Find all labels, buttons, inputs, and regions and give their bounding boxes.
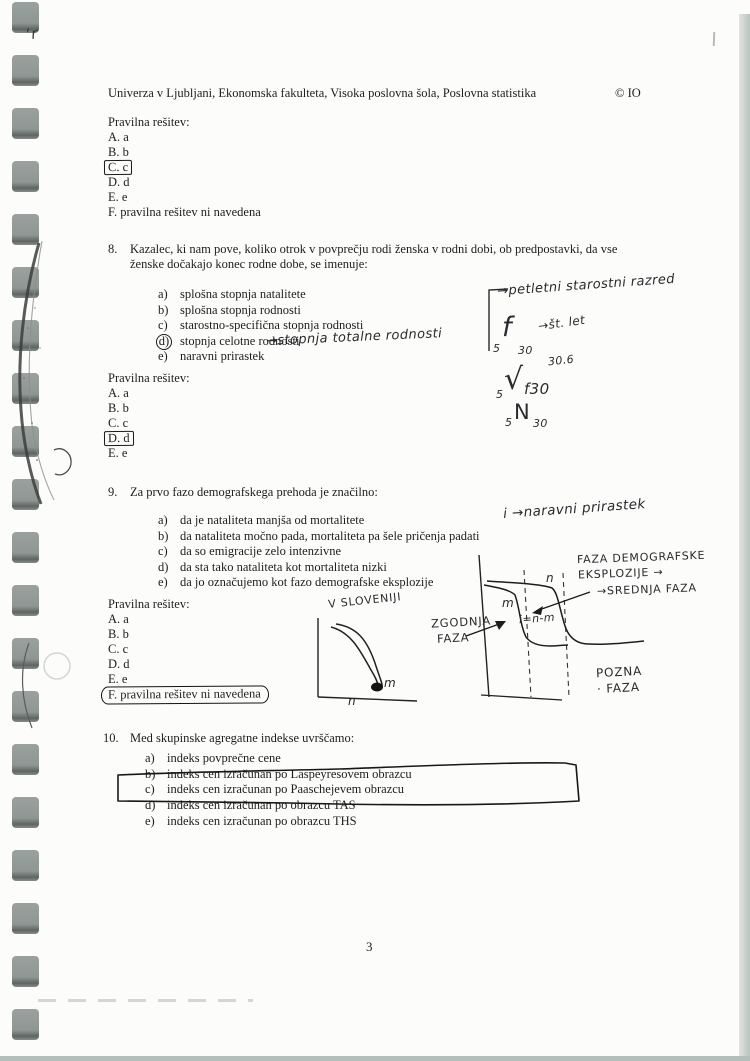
answer-option [108,687,269,702]
question-9 [108,485,378,500]
handwritten-note-age-class: →petletni starostni razred [496,271,676,300]
answer-option: C. c [108,642,129,656]
answer-label: Pravilna rešitev: [108,597,190,611]
formula-sqrt-sub5: 5 [496,388,504,401]
page-number: 3 [366,939,373,954]
question-text: Za prvo fazo demografskega prehoda je značilno: [130,485,378,499]
hand-circle-mark: d) [156,334,172,350]
answer-block-1 [108,115,261,220]
option-row: b) indeks cen izračunan po Laspeyresovem obrazcu [145,766,412,781]
formula-sqrt-arg: f30 [524,380,550,398]
margin-crease-mark [10,238,80,513]
phase-label-late-1: POZNA [595,663,643,681]
answer-option: B. b [108,401,129,415]
answer-block-2 [108,371,190,461]
answer-option: B. b [108,145,129,159]
handwritten-note-slovenia: V SLOVENIJI [327,590,402,611]
option-row: a) splošna stopnja natalitete [158,287,306,301]
phase-label-explosion-1: FAZA DEMOGRAFSKE [576,548,706,567]
answer-label: Pravilna rešitev: [108,115,190,129]
answer-option: B. b [108,627,129,641]
margin-curve-mark [15,640,77,735]
phase-label-early-2: FAZA [436,630,470,646]
curve-label-n: n [348,694,357,708]
option-row: c) indeks cen izračunan po Paaschejevem obrazcu [145,782,405,797]
answer-option: D. d [108,657,130,671]
formula-f: f [502,312,512,343]
phase-label-middle: →SREDNJA FAZA [596,581,698,598]
pen-mark-top-left: ʼr [24,24,39,44]
answer-option: E. e [108,446,128,460]
question-8 [108,242,617,272]
question-text: Med skupinske agregatne indekse uvrščamo: [130,731,355,745]
handwritten-note-natural-increase: i →naravni prirastek [502,496,647,522]
curve-label-m2: m [502,596,515,610]
handwritten-note-q8d: →stopnja totalne rodnosti [265,326,443,349]
option-row: e) naravni prirastek [158,349,265,363]
question-10 [103,731,354,746]
scan-smudge [38,999,253,1002]
marked-answer-box: C. c [104,160,132,175]
option-row: a) da je nataliteta manjša od mortalitete [158,513,365,527]
formula-N: N [514,400,530,424]
curve-label-n2: n [546,571,555,585]
option-row: e) da jo označujemo kot fazo demografske eksplozije [158,575,434,589]
phase-label-explosion-2: EKSPLOZIJE → [577,565,664,582]
answer-option: D. d [108,175,130,189]
formula-exponent: 30.6 [547,352,575,369]
formula-N-sub30: 30 [533,417,548,430]
formula-f-sub30: 30 [518,344,533,357]
page-edge-right [739,14,750,1061]
answer-option [108,160,261,175]
option-row: b) splošna stopnja rodnosti [158,302,301,317]
phase-label-late-2: · FAZA [596,679,641,697]
option-row: e) indeks cen izračunan po obrazcu THS [145,813,357,828]
answer-option: A. a [108,130,129,144]
question-text: Kazalec, ki nam pove, koliko otrok v povprečju rodi ženska v rodni dobi, ob predpostavki, da vse [130,242,618,256]
answer-option: E. e [108,190,128,204]
answer-option: C. c [108,416,129,430]
option-row-circled: d) stopnja celotne rodnosti [158,334,363,350]
question-number: 10. [103,731,119,745]
formula-N-sub5: 5 [505,416,513,429]
marked-answer-box: D. d [104,431,134,446]
option-row: d) da sta tako nataliteta kot mortaliteta nizki [158,559,387,574]
hand-drawn-answer-box-q10 [110,755,590,813]
question-number: 9. [108,485,118,499]
question-text: ženske dočakajo konec rodne dobe, se imenuje: [130,257,368,271]
curve-label-m: m [384,676,397,690]
answer-option [108,431,190,446]
phase-label-early-1: ZGODNJA [430,613,492,631]
radical-sign: √ [504,362,524,397]
scan-tick-mark [713,32,715,46]
answer-option: A. a [108,386,129,400]
formula-f-sub5: 5 [493,342,501,355]
option-row: d) indeks cen izračunan po obrazcu TAS [145,798,356,813]
formula-natural-increase: i=n-m [518,610,556,627]
answer-block-3 [108,597,269,702]
answer-option: F. pravilna rešitev ni navedena [108,205,261,219]
answer-option: E. e [108,672,128,686]
handwritten-note-years: →št. let [537,312,587,334]
question-number: 8. [108,242,118,256]
option-row: c) da so emigracije zelo intenzivne [158,544,342,558]
question-8-options [158,287,363,365]
answer-option: A. a [108,612,129,626]
copyright-mark: © IO [615,86,641,100]
option-row: b) da nataliteta močno pada, mortaliteta pa šele pričenja padati [158,528,480,543]
answer-label: Pravilna rešitev: [108,371,190,385]
page-header: Univerza v Ljubljani, Ekonomska fakulteta, Visoka poslovna šola, Poslovna statistika [108,86,537,100]
binding-holes [12,2,39,1061]
marked-answer-box: F. pravilna rešitev ni navedena [101,685,269,704]
option-row: c) starostno-specifična stopnja rodnosti [158,318,364,332]
option-row: a) indeks povprečne cene [145,751,281,765]
page-edge-bottom [0,1056,750,1061]
